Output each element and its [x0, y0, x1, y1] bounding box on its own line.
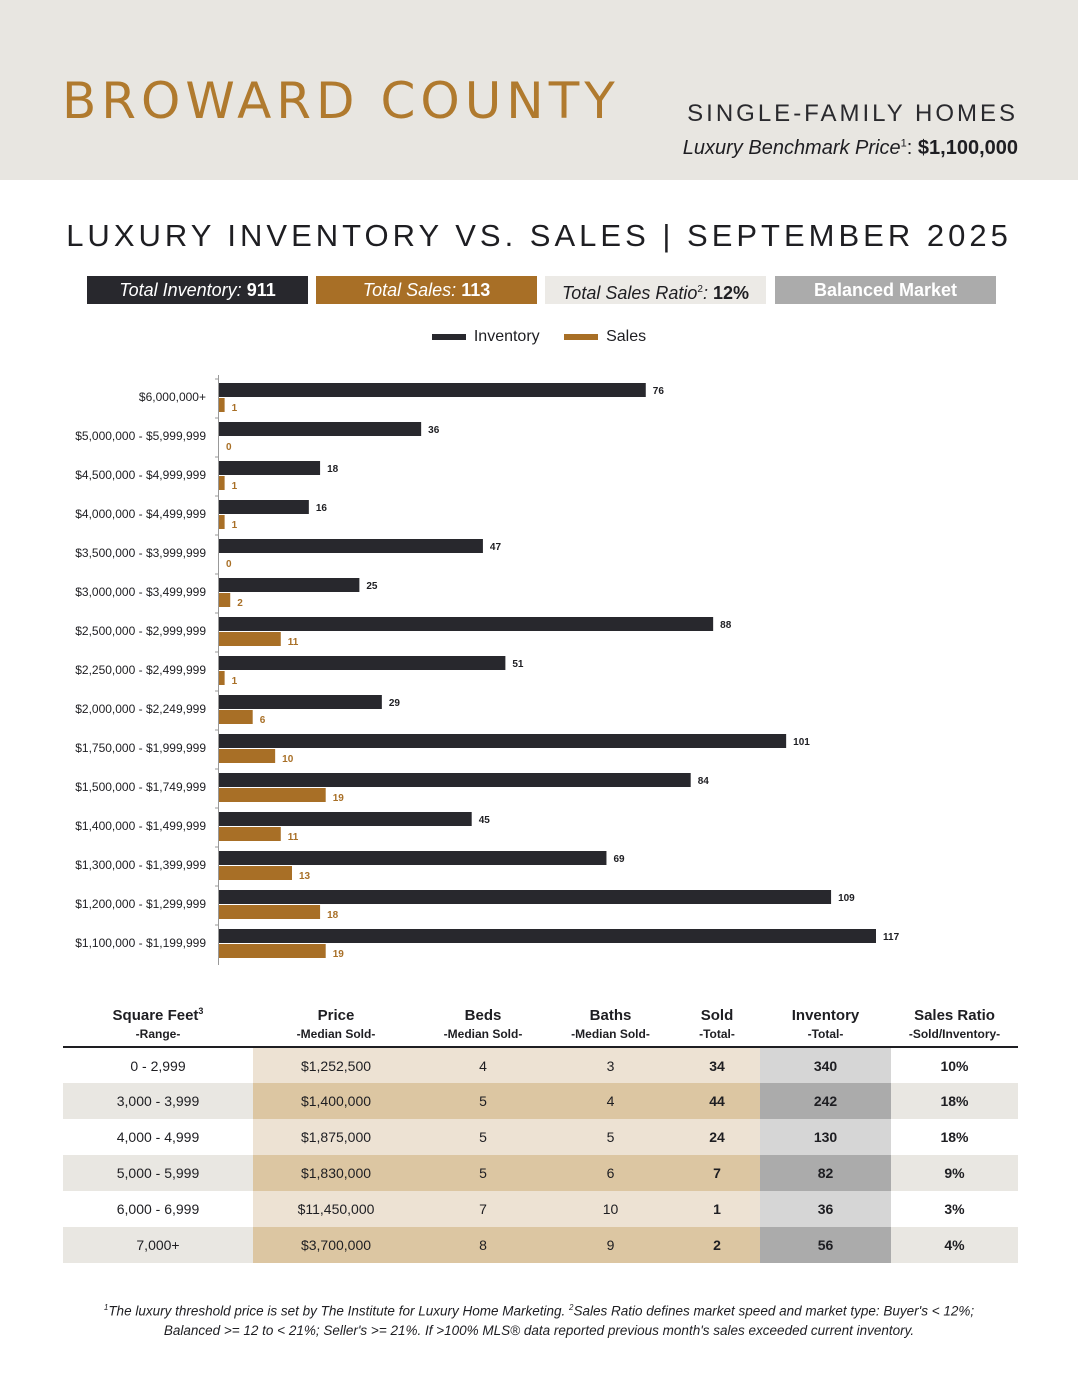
sales-bar: [219, 866, 292, 880]
sales-bar: [219, 671, 225, 685]
column-header: [891, 1006, 1018, 1047]
category-label: $1,500,000 - $1,749,999: [75, 780, 206, 794]
sales-bar: [219, 944, 326, 958]
column-header: [674, 1006, 760, 1047]
table-row: [63, 1119, 1018, 1155]
sales-value-label: 0: [226, 559, 232, 570]
table-row: [63, 1047, 1018, 1083]
inventory-value-label: 29: [388, 698, 400, 709]
inventory-bar: [219, 773, 691, 787]
cell-sold-total: 24: [674, 1119, 760, 1155]
benchmark-label: Luxury Benchmark Price: [682, 137, 901, 159]
cell-median-baths: 4: [547, 1083, 674, 1119]
inventory-value-label: 109: [838, 893, 855, 904]
category-label: $6,000,000+: [138, 390, 206, 404]
column-header-title: Sales Ratio: [914, 1007, 995, 1024]
column-header-title: Inventory: [791, 1007, 860, 1024]
cell-median-price: $1,400,000: [253, 1083, 419, 1119]
cell-sold-total: 1: [674, 1191, 760, 1227]
category-label: $4,000,000 - $4,499,999: [75, 507, 206, 521]
category-label: $1,300,000 - $1,399,999: [75, 858, 206, 872]
sales-value-label: 1: [231, 520, 238, 531]
cell-sold-total: 34: [674, 1047, 760, 1083]
cell-median-price: $1,875,000: [253, 1119, 419, 1155]
category-label: $2,250,000 - $2,499,999: [75, 663, 206, 677]
cell-median-baths: 6: [547, 1155, 674, 1191]
column-header-subtitle: -Median Sold-: [296, 1027, 376, 1041]
total-inventory-badge: [87, 276, 308, 304]
sales-value-label: 1: [231, 403, 238, 414]
legend-item-sales: [564, 328, 646, 346]
sales-bar: [219, 632, 281, 646]
sales-value-label: 2: [237, 598, 243, 609]
cell-median-baths: 10: [547, 1191, 674, 1227]
sales-bar: [219, 788, 326, 802]
market-type-badge: Balanced Market: [775, 276, 996, 304]
inventory-value-label: 47: [489, 542, 502, 553]
sales-value-label: 11: [287, 832, 299, 843]
category-label: $3,500,000 - $3,999,999: [75, 546, 206, 560]
cell-sales-ratio: 18%: [891, 1119, 1018, 1155]
inventory-bar: [219, 422, 421, 436]
table-row: [63, 1083, 1018, 1119]
category-label: $3,000,000 - $3,499,999: [75, 585, 206, 599]
legend-item-inventory: [432, 328, 540, 346]
benchmark-price: Luxury Benchmark Price$^1$: $1,100,000: [682, 137, 1018, 159]
cell-median-beds: 5: [419, 1119, 547, 1155]
cell-inventory-total: 130: [760, 1119, 891, 1155]
cell-square-feet: 3,000 - 3,999: [63, 1083, 253, 1119]
footnote-text-2: Balanced >= 12 to < 21%; Seller's >= 21%. If >100% MLS® data reported previous month's sales exceeded current inventory.: [163, 1322, 915, 1338]
sales-bar: [219, 905, 320, 919]
column-header-title: Baths: [589, 1007, 632, 1024]
ratio-footnote-marker: 2: [697, 284, 703, 295]
category-label: $2,500,000 - $2,999,999: [75, 624, 206, 638]
cell-median-beds: 4: [419, 1047, 547, 1083]
footnote: [60, 1298, 1018, 1340]
property-type: SINGLE-FAMILY HOMES: [687, 100, 1018, 127]
sales-value-label: 13: [299, 871, 311, 882]
column-header-subtitle: -Total-: [699, 1027, 735, 1041]
total-sales-value: 113: [461, 280, 491, 300]
inventory-bar: [219, 890, 831, 904]
inventory-bar: [219, 500, 309, 514]
inventory-value-label: 16: [315, 503, 327, 514]
sales-value-label: 19: [332, 949, 344, 960]
cell-median-beds: 5: [419, 1083, 547, 1119]
inventory-value-label: 69: [613, 854, 625, 865]
column-header-title: Square Feet: [112, 1007, 199, 1024]
footnote-marker-1: 1: [103, 1303, 109, 1312]
sales-bar: [219, 827, 281, 841]
footnote-text-1: The luxury threshold price is set by The Institute for Luxury Home Marketing.: [108, 1303, 570, 1319]
inventory-value-label: 36: [428, 425, 440, 436]
inventory-value-label: 51: [512, 659, 524, 670]
inventory-bar: [219, 578, 359, 592]
total-sales-ratio-badge: Total Sales Ratio$^2$: 12%: [545, 276, 766, 304]
category-label: $1,750,000 - $1,999,999: [75, 741, 206, 755]
sales-bar: [219, 710, 253, 724]
sales-value-label: 19: [332, 793, 344, 804]
cell-sales-ratio: 4%: [891, 1227, 1018, 1263]
cell-inventory-total: 82: [760, 1155, 891, 1191]
column-header-title: Sold: [700, 1007, 734, 1024]
legend-label-inventory: Inventory: [473, 328, 540, 345]
column-header-footnote-marker: 3: [198, 1006, 204, 1016]
square-feet-table: [63, 1006, 1018, 1263]
inventory-value-label: 84: [697, 776, 709, 787]
inventory-value-label: 18: [327, 464, 339, 475]
cell-sales-ratio: 10%: [891, 1047, 1018, 1083]
cell-inventory-total: 36: [760, 1191, 891, 1227]
category-label: $4,500,000 - $4,999,999: [75, 468, 206, 482]
inventory-value-label: 117: [883, 932, 900, 943]
chart-title: LUXURY INVENTORY VS. SALES | SEPTEMBER 2025: [66, 218, 1012, 253]
county-title: BROWARD COUNTY: [62, 72, 620, 130]
legend-swatch-inventory: [432, 334, 466, 340]
category-label: $1,400,000 - $1,499,999: [75, 819, 206, 833]
column-header: [760, 1006, 891, 1047]
column-header-subtitle: -Median Sold-: [443, 1027, 523, 1041]
inventory-bar: [219, 656, 505, 670]
cell-sales-ratio: 3%: [891, 1191, 1018, 1227]
page-header: [0, 0, 1078, 180]
column-header: [419, 1006, 547, 1047]
cell-square-feet: 5,000 - 5,999: [63, 1155, 253, 1191]
total-sales-ratio-label: Total Sales Ratio: [561, 283, 698, 303]
total-sales-ratio-value: 12%: [712, 283, 750, 303]
inventory-value-label: 76: [652, 386, 664, 397]
inventory-bar: [219, 812, 472, 826]
cell-median-beds: 8: [419, 1227, 547, 1263]
cell-median-baths: 3: [547, 1047, 674, 1083]
benchmark-value: $1,100,000: [917, 137, 1018, 159]
column-header: [547, 1006, 674, 1047]
sales-bar: [219, 398, 225, 412]
inventory-bar: [219, 929, 876, 943]
column-header: [253, 1006, 419, 1047]
cell-median-beds: 5: [419, 1155, 547, 1191]
cell-median-price: $1,830,000: [253, 1155, 419, 1191]
sales-bar: [219, 515, 225, 529]
column-header-subtitle: -Total-: [807, 1027, 844, 1041]
column-header-title: Beds: [464, 1007, 502, 1024]
category-label: $2,000,000 - $2,249,999: [75, 702, 206, 716]
table-header-row: [63, 1006, 1018, 1047]
cell-median-price: $3,700,000: [253, 1227, 419, 1263]
total-inventory-value: 911: [246, 280, 276, 300]
benchmark-footnote-marker: 1: [900, 137, 907, 150]
total-inventory-label: Total Inventory:: [119, 280, 242, 300]
column-header-subtitle: -Sold/Inventory-: [908, 1027, 1001, 1041]
cell-sold-total: 44: [674, 1083, 760, 1119]
chart-legend: [0, 327, 1078, 346]
cell-median-price: $11,450,000: [253, 1191, 419, 1227]
inventory-sales-bar-chart: [0, 365, 1078, 965]
cell-sold-total: 2: [674, 1227, 760, 1263]
table-row: [63, 1155, 1018, 1191]
sales-bar: [219, 749, 275, 763]
footnote-marker-2: 2: [569, 1303, 574, 1312]
inventory-value-label: 88: [720, 620, 732, 631]
sales-value-label: 6: [259, 715, 266, 726]
total-sales-badge: [316, 276, 537, 304]
sales-value-label: 1: [231, 481, 238, 492]
category-label: $5,000,000 - $5,999,999: [75, 429, 206, 443]
inventory-bar: [219, 695, 382, 709]
cell-median-baths: 9: [547, 1227, 674, 1263]
sales-bar: [219, 593, 230, 607]
cell-sales-ratio: 18%: [891, 1083, 1018, 1119]
total-sales-label: Total Sales:: [362, 280, 457, 300]
inventory-bar: [219, 383, 646, 397]
sales-value-label: 11: [287, 637, 299, 648]
inventory-bar: [219, 734, 786, 748]
cell-square-feet: 6,000 - 6,999: [63, 1191, 253, 1227]
table-row: [63, 1227, 1018, 1263]
inventory-bar: [219, 851, 606, 865]
inventory-value-label: 25: [366, 581, 378, 592]
column-header-subtitle: -Median Sold-: [571, 1027, 650, 1041]
cell-inventory-total: 340: [760, 1047, 891, 1083]
cell-square-feet: 0 - 2,999: [63, 1047, 253, 1083]
cell-median-beds: 7: [419, 1191, 547, 1227]
cell-inventory-total: 56: [760, 1227, 891, 1263]
sales-value-label: 18: [327, 910, 339, 921]
footnote-text-1b: Sales Ratio defines market speed and market type: Buyer's < 12%;: [573, 1303, 975, 1319]
sales-value-label: 10: [282, 754, 294, 765]
inventory-bar: [219, 461, 320, 475]
inventory-value-label: 45: [478, 815, 490, 826]
cell-inventory-total: 242: [760, 1083, 891, 1119]
cell-square-feet: 4,000 - 4,999: [63, 1119, 253, 1155]
cell-sold-total: 7: [674, 1155, 760, 1191]
sales-bar: [219, 476, 225, 490]
cell-sales-ratio: 9%: [891, 1155, 1018, 1191]
inventory-value-label: 101: [793, 737, 810, 748]
inventory-bar: [219, 539, 483, 553]
legend-swatch-sales: [564, 334, 598, 340]
cell-median-baths: 5: [547, 1119, 674, 1155]
category-label: $1,100,000 - $1,199,999: [75, 936, 206, 950]
category-label: $1,200,000 - $1,299,999: [75, 897, 206, 911]
cell-square-feet: 7,000+: [63, 1227, 253, 1263]
cell-median-price: $1,252,500: [253, 1047, 419, 1083]
table-body: [63, 1047, 1018, 1263]
column-header: [63, 1006, 253, 1047]
column-header-title: Price: [317, 1007, 355, 1024]
inventory-bar: [219, 617, 713, 631]
column-header-subtitle: -Range-: [135, 1027, 181, 1041]
sales-value-label: 0: [226, 442, 232, 453]
table-row: [63, 1191, 1018, 1227]
legend-label-sales: Sales: [606, 328, 647, 345]
sales-value-label: 1: [231, 676, 238, 687]
